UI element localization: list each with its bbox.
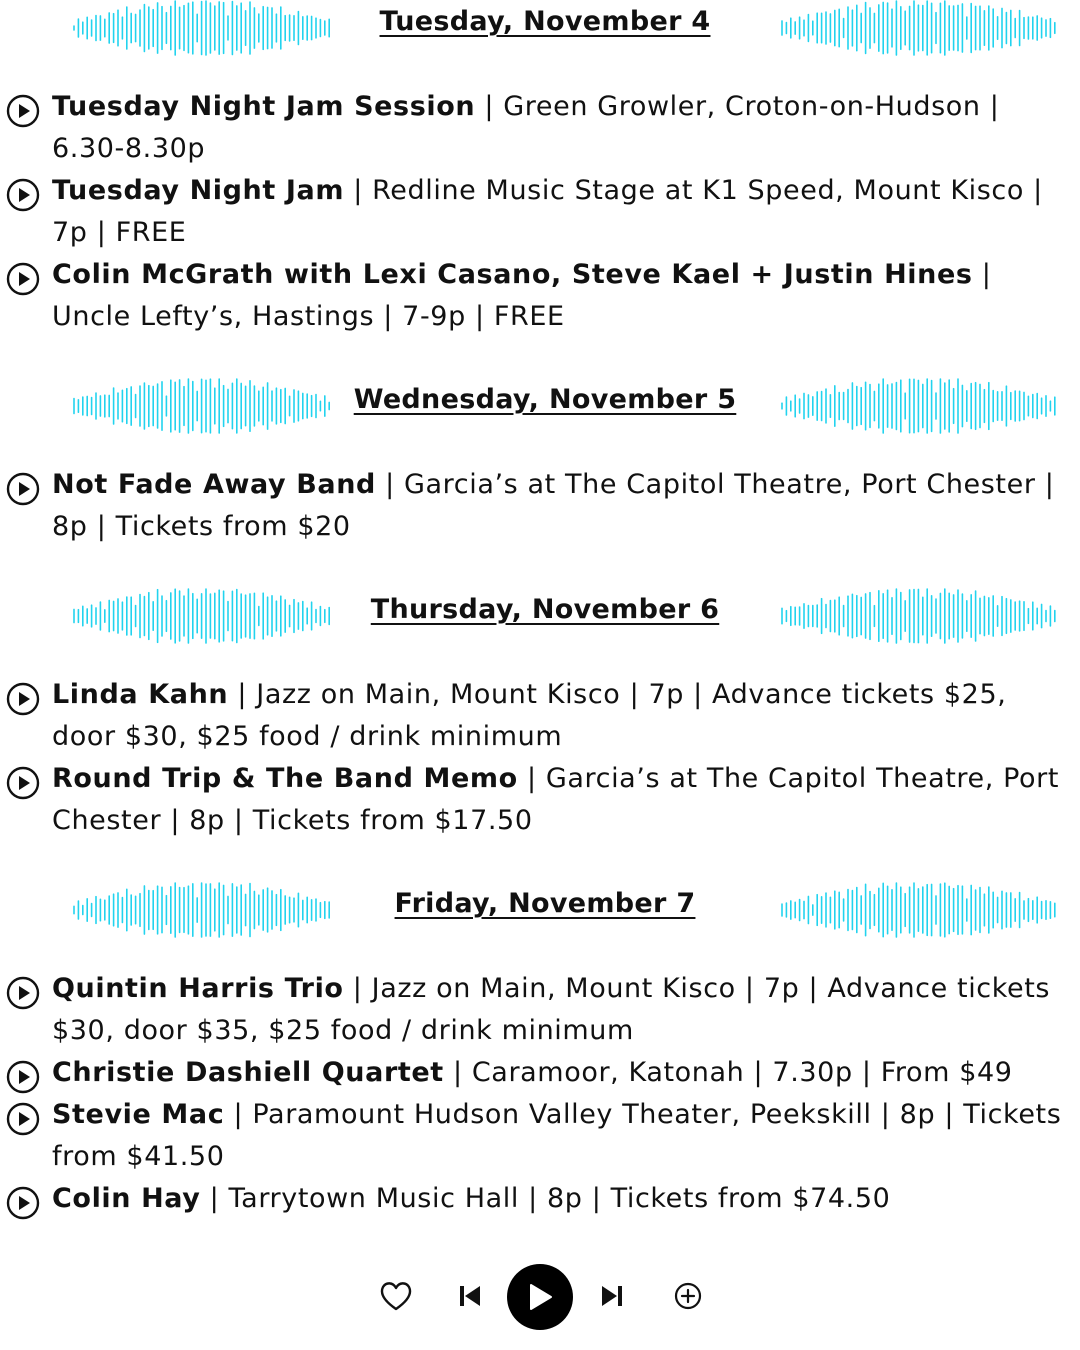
sound-wave-icon <box>780 378 1060 434</box>
skip-back-icon <box>458 1284 482 1308</box>
event-item[interactable] <box>0 758 1080 842</box>
play-circle-icon[interactable] <box>6 262 40 296</box>
event-item[interactable] <box>0 1178 1080 1220</box>
event-item[interactable] <box>0 1052 1080 1094</box>
event-details: | Tarrytown Music Hall | 8p | Tickets from $74.50 <box>200 1183 891 1214</box>
event-item[interactable] <box>0 674 1080 758</box>
day-header <box>0 882 1080 938</box>
add-circle-icon <box>674 1282 702 1310</box>
event-details: | Jazz on Main, Mount Kisco | 7p | Advance tickets $30, door $35, $25 food / drink minimum <box>52 973 1051 1046</box>
event-list <box>0 968 1080 1220</box>
sound-wave-icon <box>780 882 1060 938</box>
day-header <box>0 0 1080 56</box>
day-section-wednesday <box>0 378 1080 434</box>
event-item[interactable] <box>0 464 1080 548</box>
event-name: Colin McGrath with Lexi Casano, Steve Kael + Justin Hines <box>52 259 973 290</box>
day-section-tuesday <box>0 0 1080 56</box>
event-item[interactable] <box>0 1094 1080 1178</box>
day-title: Wednesday, November 5 <box>353 384 737 415</box>
event-details: | Jazz on Main, Mount Kisco | 7p | Advance tickets $25, door $30, $25 food / drink minimum <box>52 679 1007 752</box>
media-player-controls <box>0 1262 1080 1330</box>
event-item[interactable] <box>0 968 1080 1052</box>
event-details: | Garcia’s at The Capitol Theatre, Port Chester | 8p | Tickets from $17.50 <box>52 763 1060 836</box>
play-button[interactable] <box>507 1264 573 1330</box>
event-details: | Redline Music Stage at K1 Speed, Mount Kisco | 7p | FREE <box>52 175 1043 248</box>
add-to-playlist-button[interactable] <box>668 1276 708 1316</box>
event-name: Not Fade Away Band <box>52 469 376 500</box>
event-name: Linda Kahn <box>52 679 229 710</box>
event-name: Christie Dashiell Quartet <box>52 1057 444 1088</box>
event-list <box>0 464 1080 548</box>
play-circle-icon[interactable] <box>6 178 40 212</box>
event-name: Stevie Mac <box>52 1099 225 1130</box>
sound-wave-icon <box>72 882 336 938</box>
day-header <box>0 378 1080 434</box>
day-header <box>0 588 1080 644</box>
play-circle-icon[interactable] <box>6 94 40 128</box>
play-circle-icon[interactable] <box>6 976 40 1010</box>
day-title: Tuesday, November 4 <box>379 6 711 37</box>
event-name: Tuesday Night Jam Session <box>52 91 476 122</box>
heart-icon <box>379 1281 413 1311</box>
play-icon <box>527 1283 553 1311</box>
event-details: | Garcia’s at The Capitol Theatre, Port Chester | 8p | Tickets from $20 <box>52 469 1055 542</box>
event-list <box>0 86 1080 338</box>
sound-wave-icon <box>72 378 336 434</box>
event-item[interactable] <box>0 86 1080 170</box>
event-list <box>0 674 1080 842</box>
event-name: Quintin Harris Trio <box>52 973 344 1004</box>
sound-wave-icon <box>780 0 1060 56</box>
like-button[interactable] <box>376 1276 416 1316</box>
sound-wave-icon <box>780 588 1060 644</box>
play-circle-icon[interactable] <box>6 1060 40 1094</box>
event-details: | Caramoor, Katonah | 7.30p | From $49 <box>443 1057 1013 1088</box>
event-details: | Green Growler, Croton-on-Hudson | 6.30-8.30p <box>52 91 1000 164</box>
event-details: | Paramount Hudson Valley Theater, Peekskill | 8p | Tickets from $41.50 <box>52 1099 1062 1172</box>
sound-wave-icon <box>72 0 336 56</box>
event-name: Tuesday Night Jam <box>52 175 345 206</box>
event-name: Colin Hay <box>52 1183 201 1214</box>
play-circle-icon[interactable] <box>6 1186 40 1220</box>
event-details: | Uncle Lefty’s, Hastings | 7-9p | FREE <box>52 259 992 332</box>
day-section-friday <box>0 882 1080 938</box>
play-circle-icon[interactable] <box>6 682 40 716</box>
sound-wave-icon <box>72 588 336 644</box>
event-item[interactable] <box>0 254 1080 338</box>
day-section-thursday <box>0 588 1080 644</box>
day-title: Friday, November 7 <box>394 888 696 919</box>
play-circle-icon[interactable] <box>6 472 40 506</box>
skip-forward-icon <box>600 1284 624 1308</box>
event-name: Round Trip & The Band Memo <box>52 763 518 794</box>
next-button[interactable] <box>594 1276 630 1316</box>
event-item[interactable] <box>0 170 1080 254</box>
day-title: Thursday, November 6 <box>370 594 720 625</box>
play-circle-icon[interactable] <box>6 766 40 800</box>
play-circle-icon[interactable] <box>6 1102 40 1136</box>
previous-button[interactable] <box>452 1276 488 1316</box>
